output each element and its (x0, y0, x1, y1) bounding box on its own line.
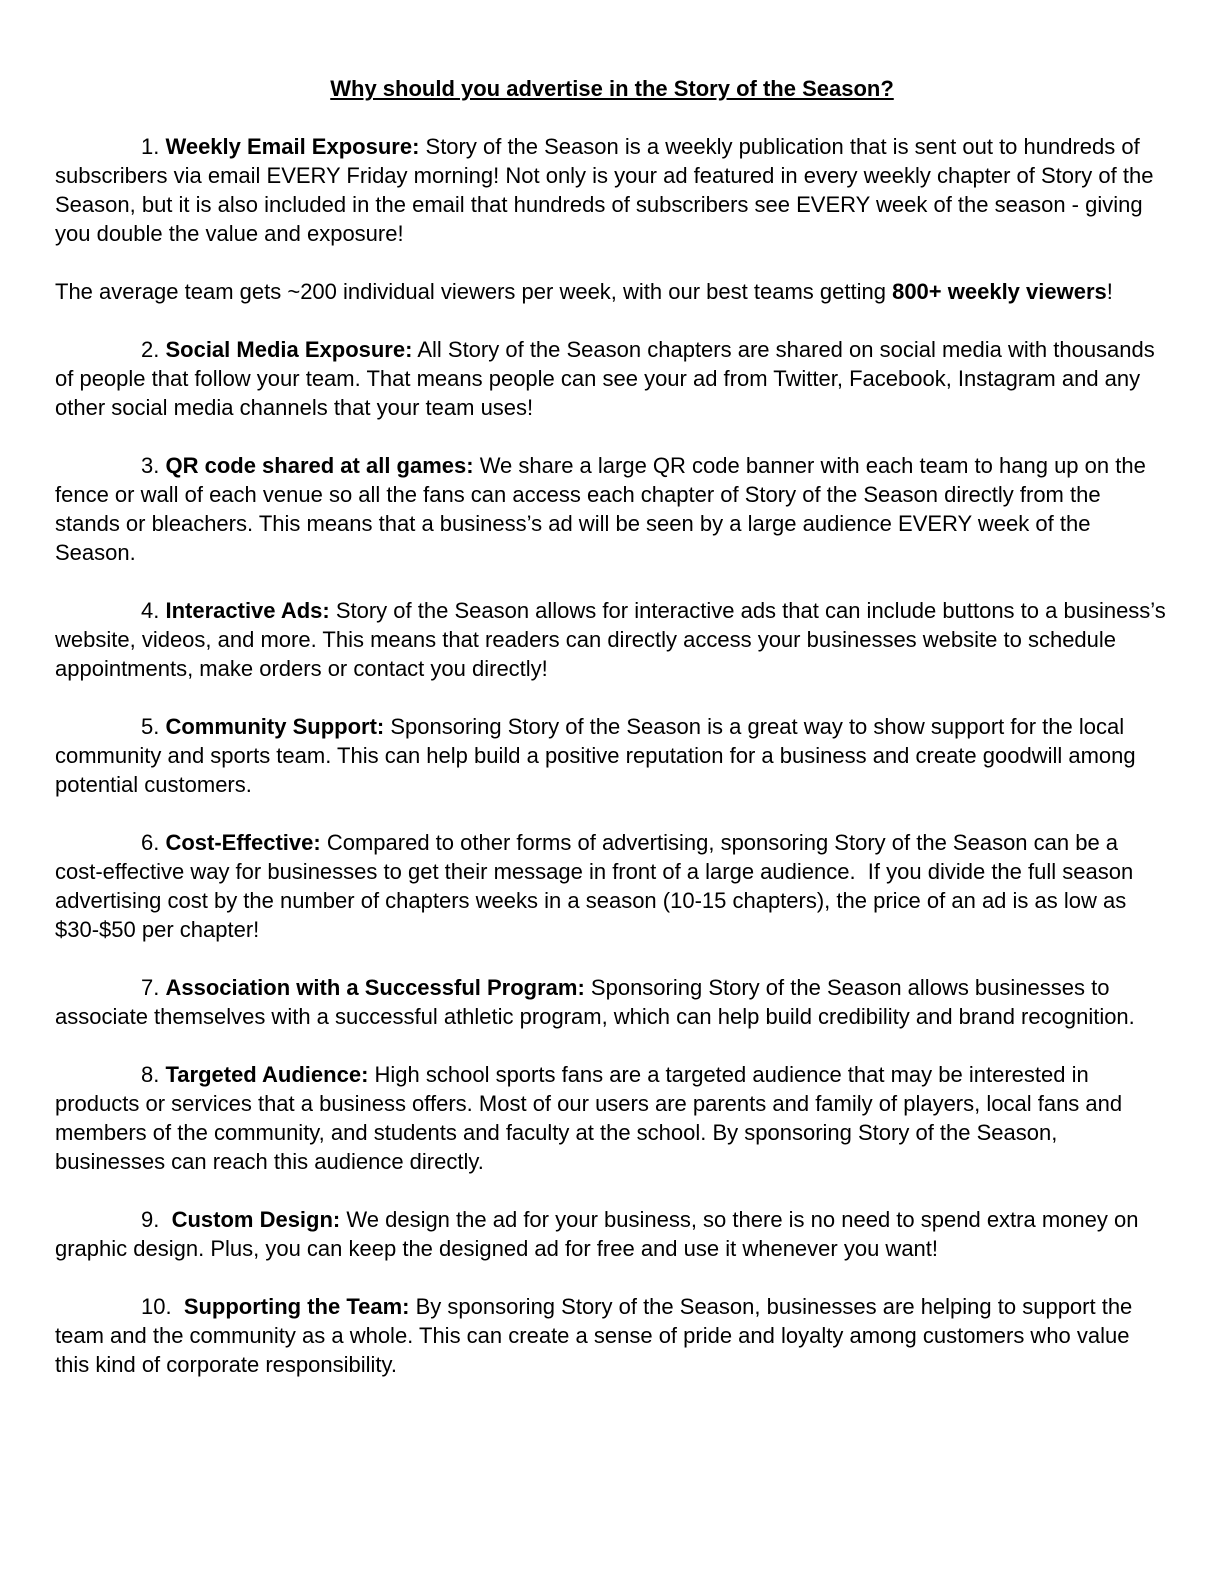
paragraph-text: 2. (141, 337, 166, 362)
paragraph-bold-text: Social Media Exposure: (165, 337, 413, 362)
paragraph-bold-text: Association with a Successful Program: (165, 975, 585, 1000)
paragraph-text: The average team gets ~200 individual viewers per week, with our best teams getting (55, 279, 893, 304)
paragraph-bold-text: Weekly Email Exposure: (165, 134, 420, 159)
item-1-weekly-email-exposure (55, 132, 1169, 248)
item-8-targeted-audience (55, 1060, 1169, 1176)
paragraph-text: 3. (141, 453, 166, 478)
paragraph-text: Story of the Season is a weekly publication that is sent out to hundreds of subscribers via email EVERY Friday morning! Not only is your ad featured in every weekly chapter of Story of the Season, but it is also included in the email that hundreds of subscribers see EVERY week of the season - giving you double the value and exposure! (55, 134, 1160, 246)
paragraph-text: Story of the Season allows for interactive ads that can include buttons to a business’s website, videos, and more. This means that readers can directly access your businesses website to schedule appointments, make orders or contact you directly! (55, 598, 1172, 681)
paragraph-bold-text: QR code shared at all games: (165, 453, 474, 478)
paragraph-bold-text: Interactive Ads: (165, 598, 330, 623)
paragraph-text: 4. (141, 598, 166, 623)
item-7-association-with-a-successful-program (55, 973, 1169, 1031)
paragraph-bold-text: Cost-Effective: (165, 830, 321, 855)
paragraph-text: Compared to other forms of advertising, sponsoring Story of the Season can be a cost-effective way for businesses to get their message in front of a large audience. If you divide the full season advertising cost by the number of chapters weeks in a season (10-15 chapters), the price of an ad is as low as $30-$50 per chapter! (55, 830, 1140, 942)
paragraph-text: 7. (141, 975, 166, 1000)
paragraph-text: We share a large QR code banner with each team to hang up on the fence or wall of each venue so all the fans can access each chapter of Story of the Season directly from the stands or bleachers. This means that a business’s ad will be seen by a large audience EVERY week of the Season. (55, 453, 1152, 565)
paragraph-bold-text: Targeted Audience: (165, 1062, 369, 1087)
item-4-interactive-ads (55, 596, 1172, 683)
item-3-qr-code-shared-at-all-games (55, 451, 1169, 567)
item-2-social-media-exposure (55, 335, 1169, 422)
paragraph-bold-text: Supporting the Team: (183, 1294, 410, 1319)
document-body (55, 132, 1172, 1379)
paragraph-text: 9. (141, 1207, 172, 1232)
paragraph-text: 6. (141, 830, 166, 855)
paragraph-text: 5. (141, 714, 166, 739)
paragraph-text: All Story of the Season chapters are shared on social media with thousands of people that follow your team. That means people can see your ad from Twitter, Facebook, Instagram and any other social media channels that your team uses! (55, 337, 1161, 420)
document-title (55, 74, 1169, 103)
item-10-supporting-the-team (55, 1292, 1169, 1379)
paragraph-bold-text: Custom Design: (171, 1207, 341, 1232)
paragraph-text: Sponsoring Story of the Season allows businesses to associate themselves with a successful athletic program, which can help build credibility and brand recognition. (55, 975, 1135, 1029)
paragraph-text: By sponsoring Story of the Season, businesses are helping to support the team and the community as a whole. This can create a sense of pride and loyalty among customers who value this kind of corporate responsibility. (55, 1294, 1139, 1377)
paragraph-bold-text: Community Support: (165, 714, 385, 739)
paragraph-bold-text: 800+ weekly viewers (892, 279, 1107, 304)
item-6-cost-effective (55, 828, 1169, 944)
item-5-community-support (55, 712, 1169, 799)
paragraph-text: Sponsoring Story of the Season is a great way to show support for the local community and sports team. This can help build a positive reputation for a business and create goodwill among potential customers. (55, 714, 1142, 797)
paragraph-text: We design the ad for your business, so there is no need to spend extra money on graphic design. Plus, you can keep the designed ad for free and use it whenever you want! (55, 1207, 1145, 1261)
paragraph-text: 8. (141, 1062, 166, 1087)
paragraph-text: High school sports fans are a targeted audience that may be interested in products or services that a business offers. Most of our users are parents and family of players, local fans and members of the community, and students and faculty at the school. By sponsoring Story of the Season, businesses can reach this audience directly. (55, 1062, 1129, 1174)
document-title-text: Why should you advertise in the Story of the Season? (330, 76, 894, 101)
average-viewers-note (55, 277, 1169, 306)
paragraph-text: ! (1106, 279, 1113, 304)
paragraph-text: 1. (141, 134, 166, 159)
paragraph-text: 10. (141, 1294, 184, 1319)
item-9-custom-design (55, 1205, 1169, 1263)
